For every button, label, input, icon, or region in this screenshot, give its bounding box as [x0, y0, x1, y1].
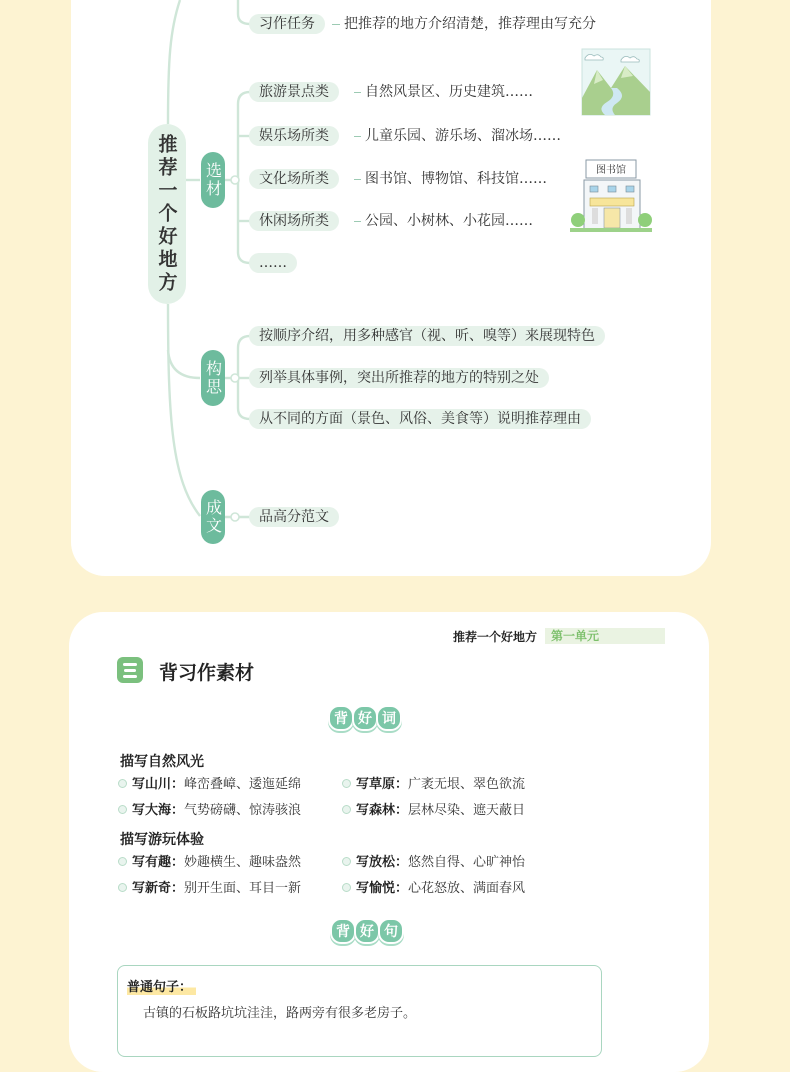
- category-title: 描写游玩体验: [120, 832, 204, 848]
- xuancai-item: 旅游景点类: [249, 82, 339, 102]
- library-illustration: [570, 158, 652, 234]
- bullet-icon: [118, 805, 127, 814]
- xuancai-item: 文化场所类: [249, 169, 339, 189]
- word-item: 写放松：悠然自得、心旷神怡: [342, 854, 525, 872]
- connector-dash: [354, 221, 361, 222]
- category-title: 描写自然风光: [120, 754, 204, 770]
- library-sign: 图书馆: [596, 165, 626, 176]
- connector-dash: [354, 179, 361, 180]
- chengwen-item: 品高分范文: [249, 507, 339, 527]
- branch-gousi: 构思: [201, 350, 225, 406]
- badge-sentences: 背 好 句: [330, 918, 402, 944]
- gousi-item: 按顺序介绍，用多种感官（视、听、嗅等）来展现特色: [249, 326, 605, 346]
- connector-dash: [354, 92, 361, 93]
- connector-dash: [332, 24, 340, 25]
- xuancai-item: 娱乐场所类: [249, 126, 339, 146]
- sentence-text: 古镇的石板路坑坑洼洼，路两旁有很多老房子。: [143, 1006, 417, 1021]
- word-item: 写大海：气势磅礴、惊涛骇浪: [118, 802, 301, 820]
- word-item: 写有趣：妙趣横生、趣味盎然: [118, 854, 301, 872]
- bullet-icon: [342, 857, 351, 866]
- section-number-icon: [117, 657, 143, 683]
- xuancai-item: 休闲场所类: [249, 211, 339, 231]
- connector-dash: [354, 136, 361, 137]
- branch-chengwen: 成文: [201, 490, 225, 544]
- header-unit: 第一单元: [545, 628, 665, 644]
- header-title: 推荐一个好地方: [453, 630, 538, 644]
- branch-xuancai: 选材: [201, 152, 225, 208]
- bullet-icon: [118, 883, 127, 892]
- xuancai-item-more: ……: [249, 253, 297, 273]
- gousi-item: 列举具体事例，突出所推荐的地方的特别之处: [249, 368, 549, 388]
- bullet-icon: [342, 779, 351, 788]
- xuancai-desc: 公园、小树林、小花园……: [365, 213, 533, 229]
- landscape-illustration: [581, 48, 651, 116]
- bullet-icon: [118, 857, 127, 866]
- section-title: 背习作素材: [159, 662, 255, 684]
- xuancai-desc: 儿童乐园、游乐场、溜冰场……: [365, 128, 561, 144]
- xuancai-desc: 自然风景区、历史建筑……: [365, 84, 533, 100]
- bullet-icon: [118, 779, 127, 788]
- word-item: 写山川：峰峦叠嶂、逶迤延绵: [118, 776, 301, 794]
- task-label: 习作任务: [249, 14, 325, 34]
- sentence-label: 普通句子：: [127, 976, 196, 995]
- word-item: 写森林：层林尽染、遮天蔽日: [342, 802, 525, 820]
- task-desc: 把推荐的地方介绍清楚，推荐理由写充分: [344, 16, 596, 32]
- bullet-icon: [342, 883, 351, 892]
- word-item: 写新奇：别开生面、耳目一新: [118, 880, 301, 898]
- mindmap-root: 推荐一个好地方: [148, 124, 186, 304]
- word-item: 写草原：广袤无垠、翠色欲流: [342, 776, 525, 794]
- xuancai-desc: 图书馆、博物馆、科技馆……: [365, 171, 547, 187]
- badge-words: 背 好 词: [328, 705, 400, 731]
- gousi-item: 从不同的方面（景色、风俗、美食等）说明推荐理由: [249, 409, 591, 429]
- bullet-icon: [342, 805, 351, 814]
- word-item: 写愉悦：心花怒放、满面春风: [342, 880, 525, 898]
